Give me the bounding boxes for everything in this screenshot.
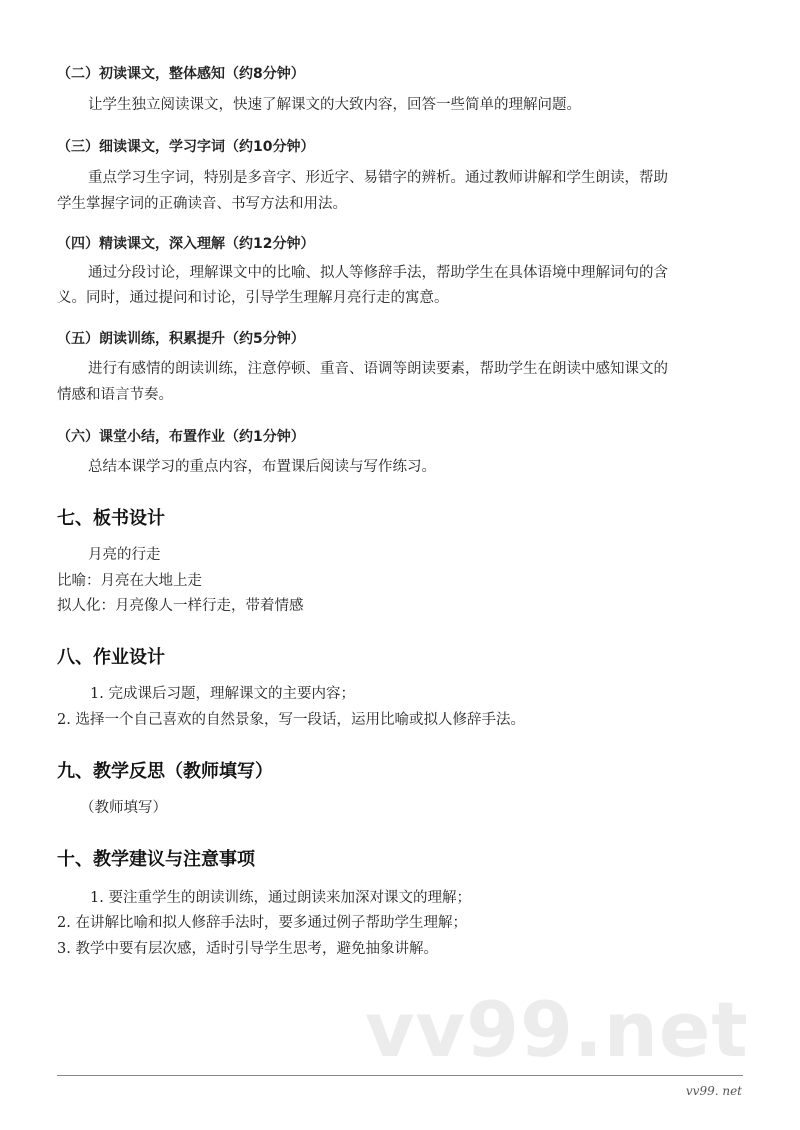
section-heading: （三）细读课文，学习字词（约10分钟） [57, 139, 315, 155]
section-heading: （六）课堂小结，布置作业（约1分钟） [57, 429, 305, 445]
paragraph-line: 进行有感情的朗读训练，注意停顿、重音、语调等朗读要素，帮助学生在朗读中感知课文的 [88, 361, 668, 377]
section-heading: （四）精读课文，深入理解（约12分钟） [57, 236, 315, 252]
homework-item: 2. 选择一个自己喜欢的自然景象，写一段话，运用比喻或拟人修辞手法。 [57, 712, 525, 728]
paragraph-line: 重点学习生字词，特别是多音字、形近字、易错字的辨析。通过教师讲解和学生朗读，帮助 [88, 170, 668, 186]
board-line: 比喻：月亮在大地上走 [57, 573, 202, 589]
paragraph-line: 让学生独立阅读课文，快速了解课文的大致内容，回答一些简单的理解问题。 [88, 97, 581, 113]
homework-item: 1. 完成课后习题，理解课文的主要内容； [90, 686, 355, 702]
watermark: vv99.net [365, 985, 749, 1074]
reflection-heading: 九、教学反思（教师填写） [57, 761, 273, 782]
footer-site: vv99. net [685, 1084, 742, 1098]
homework-heading: 八、作业设计 [57, 647, 165, 668]
advice-item: 1. 要注重学生的朗读训练，通过朗读来加深对课文的理解； [90, 890, 471, 906]
advice-item: 3. 教学中要有层次感，适时引导学生思考，避免抽象讲解。 [57, 941, 438, 957]
paragraph-line: 总结本课学习的重点内容，布置课后阅读与写作练习。 [88, 459, 436, 475]
reflection-text: （教师填写） [80, 800, 167, 816]
advice-item: 2. 在讲解比喻和拟人修辞手法时，要多通过例子帮助学生理解； [57, 915, 467, 931]
paragraph-line: 学生掌握字词的正确读音、书写方法和用法。 [57, 196, 347, 212]
paragraph-line: 情感和语言节奏。 [57, 387, 173, 403]
paragraph-line: 义。同时，通过提问和讨论，引导学生理解月亮行走的寓意。 [57, 290, 449, 306]
board-design-heading: 七、板书设计 [57, 508, 165, 529]
paragraph-line: 通过分段讨论，理解课文中的比喻、拟人等修辞手法，帮助学生在具体语境中理解词句的含 [88, 265, 668, 281]
section-heading: （五）朗读训练，积累提升（约5分钟） [57, 331, 305, 347]
section-heading: （二）初读课文，整体感知（约8分钟） [57, 66, 305, 82]
board-line: 拟人化：月亮像人一样行走，带着情感 [57, 598, 304, 614]
footer-divider [57, 1075, 743, 1076]
board-line: 月亮的行走 [88, 547, 161, 563]
advice-heading: 十、教学建议与注意事项 [57, 849, 255, 870]
